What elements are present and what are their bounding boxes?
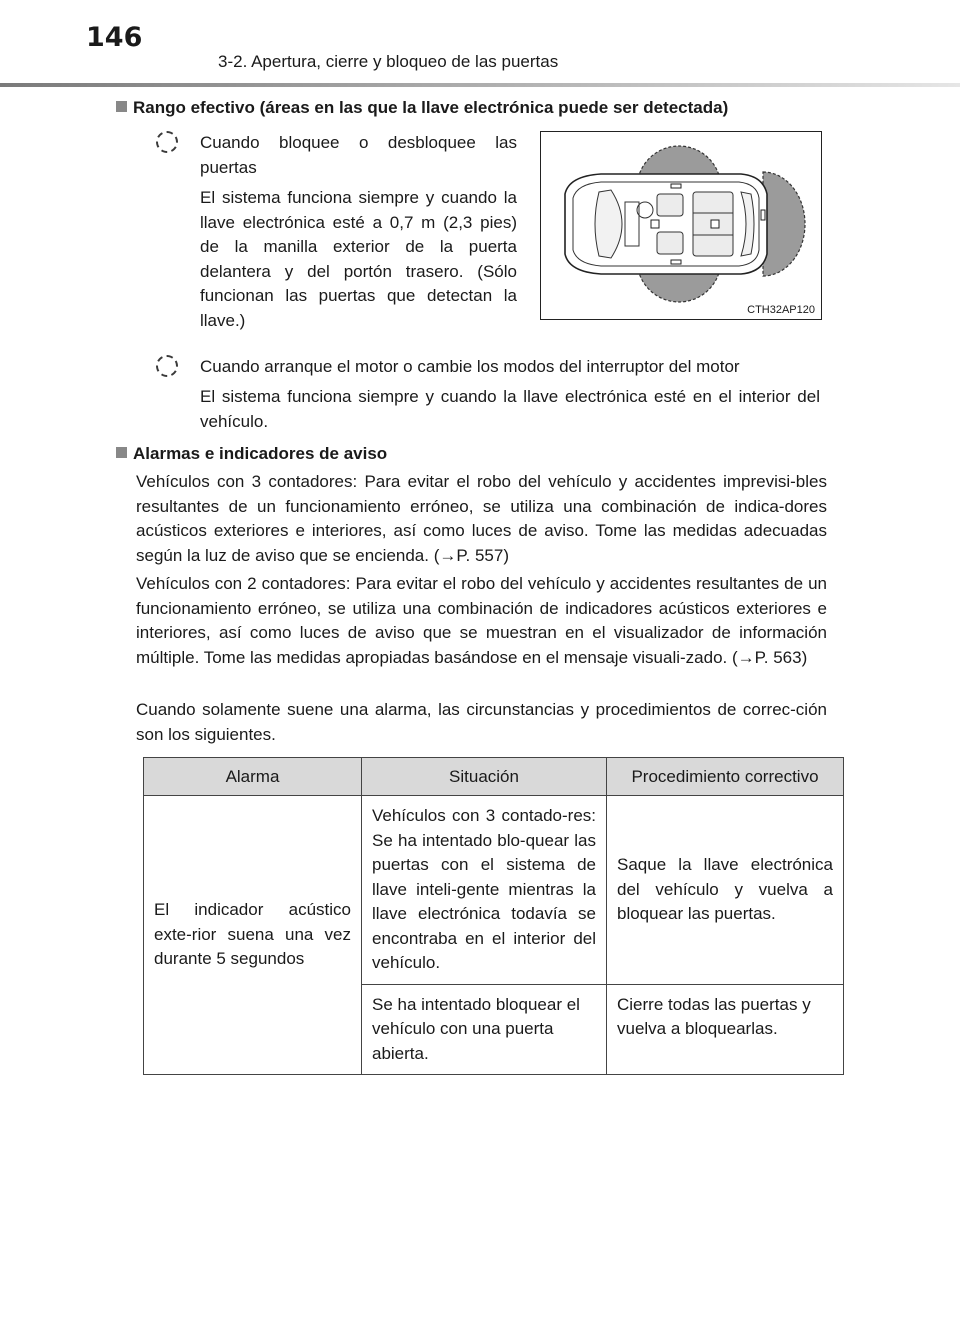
antenna-marker — [671, 260, 681, 264]
car-top-view-diagram — [541, 132, 821, 319]
procedure-cell: Saque la llave electrónica del vehículo y vuelva a bloquear las puertas. — [607, 796, 844, 985]
antenna-marker — [761, 210, 765, 220]
table-row — [144, 796, 844, 985]
alarm-table — [143, 757, 844, 1075]
column-header: Alarma — [144, 758, 362, 796]
antenna-marker — [711, 220, 719, 228]
alarm-heading-text: Alarmas e indicadores de aviso — [133, 444, 388, 463]
procedure-cell: Cierre todas las puertas y vuelva a bloquearlas. — [607, 984, 844, 1075]
alarm-cell: El indicador acústico exte-rior suena una vez durante 5 segundos — [144, 796, 362, 1075]
dashed-circle-icon — [156, 131, 178, 153]
item1-title: Cuando bloquee o desbloquee las puertas — [200, 133, 517, 177]
alarm-paragraph-3: Cuando solamente suene una alarma, las circunstancias y procedimientos de correc-ción son los siguientes. — [136, 700, 827, 744]
square-bullet-icon — [116, 447, 127, 458]
range-heading-text: Rango efectivo (áreas en las que la llave electrónica puede ser detectada) — [133, 98, 729, 117]
page-number: 146 — [86, 22, 143, 53]
column-header: Situación — [362, 758, 607, 796]
front-seat-right — [657, 232, 683, 254]
alarm-heading — [116, 444, 387, 464]
dashed-circle-icon — [156, 355, 178, 377]
range-heading — [116, 98, 728, 118]
item2-body: El sistema funciona siempre y cuando la llave electrónica esté en el interior del vehículo. — [200, 387, 820, 431]
section-title: 3-2. Apertura, cierre y bloqueo de las puertas — [218, 52, 559, 71]
situation-cell: Se ha intentado bloquear el vehículo con una puerta abierta. — [362, 984, 607, 1075]
front-seat-left — [657, 194, 683, 216]
figure-code: CTH32AP120 — [747, 304, 815, 316]
alarm-paragraph-2: Vehículos con 2 contadores: Para evitar el robo del vehículo y accidentes resultantes de un funcionamiento erróneo, se utiliza una combinación de indicadores acústicos exteriores e interiores, así como luces de aviso que se muestran en el visualizador de información múltiple. Tome las medidas apropiadas basándose en el mensaje visuali-zado. (→P. 563) — [136, 574, 827, 667]
square-bullet-icon — [116, 101, 127, 112]
column-header: Procedimiento correctivo — [607, 758, 844, 796]
detection-range-figure — [540, 131, 822, 320]
table-header-row — [144, 758, 844, 796]
rear-door-zone — [763, 172, 805, 276]
item2-title: Cuando arranque el motor o cambie los modos del interruptor del motor — [200, 357, 740, 376]
header-rule — [0, 83, 960, 87]
alarm-paragraph-1: Vehículos con 3 contadores: Para evitar el robo del vehículo y accidentes imprevisi-bles resultantes de un funcionamiento erróneo, se utiliza una combinación de indica-dores acústicos exteriores e interiores, así como luces de aviso. Tome las medidas adecuadas según la luz de aviso que se encienda. (→P. 557) — [136, 472, 827, 565]
item1-body: El sistema funciona siempre y cuando la llave electrónica esté a 0,7 m (2,3 pies) de la manilla exterior de la puerta delantera y del portón trasero. (Sólo funcionan las puertas que detectan la llave.) — [200, 188, 517, 330]
antenna-marker — [671, 184, 681, 188]
situation-cell: Vehículos con 3 contado-res: Se ha intentado blo-quear las puertas con el sistema de llave inteli-gente mientras la llave electrónica todavía se encontraba en el interior del vehículo. — [362, 796, 607, 985]
page-header — [0, 0, 960, 88]
antenna-marker — [651, 220, 659, 228]
